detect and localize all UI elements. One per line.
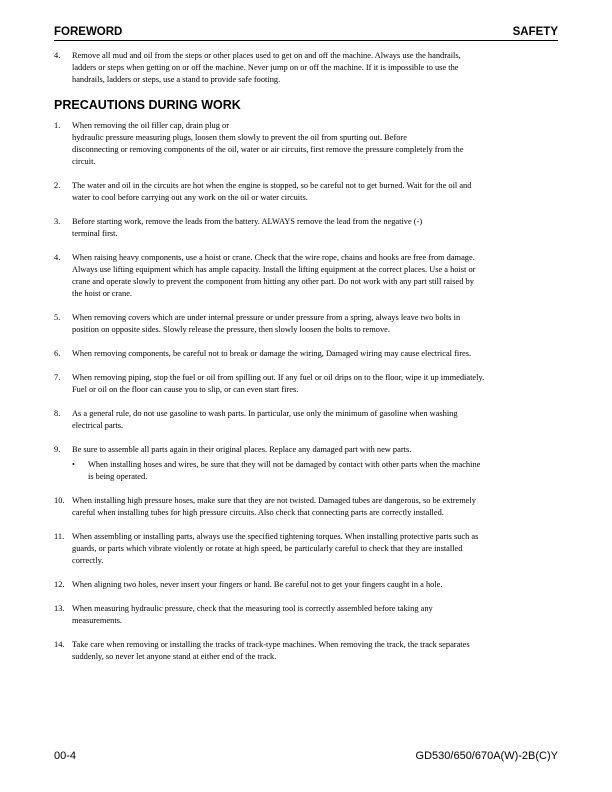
item-number: 11. xyxy=(54,532,65,541)
header-chapter-label: SAFETY xyxy=(512,26,558,38)
item-number: 8. xyxy=(54,409,61,418)
list-item xyxy=(54,603,558,627)
list-item xyxy=(54,312,558,336)
page-content xyxy=(54,50,558,675)
bullet-item xyxy=(54,459,558,483)
item-number: 6. xyxy=(54,349,61,358)
item-number: 14. xyxy=(54,640,65,649)
page-header xyxy=(54,26,558,41)
list-item xyxy=(54,372,558,396)
item-text: As a general rule, do not use gasoline to wash parts. In particular, use only the minimum of gasoline when washing electrical parts. xyxy=(72,409,458,430)
list-item xyxy=(54,408,558,432)
list-item xyxy=(54,348,558,360)
item-text: When removing piping, stop the fuel or oil from spilling out. If any fuel or oil drips on to the floor, wipe it up immediately. Fuel or oil on the floor can cause you to slip, or can even start fires. xyxy=(72,373,485,394)
item-text: When removing components, be careful not to break or damage the wiring, Damaged wiring may cause electrical fires. xyxy=(72,349,472,358)
item-number: 9. xyxy=(54,445,61,454)
list-item xyxy=(54,252,558,300)
item-number: 13. xyxy=(54,604,65,613)
page-number: 00-4 xyxy=(54,750,77,762)
section-title: PRECAUTIONS DURING WORK xyxy=(54,98,241,112)
item-text: When raising heavy components, use a hoist or crane. Check that the wire rope, chains and hooks are free from damage. Always use lifting equipment which has ample capacity. Install the lifting equipment at the correct places. Use a hoist or crane and operate slowly to prevent the component from hitting any other part. Do not work with any part still raised by the hoist or crane. xyxy=(72,253,476,298)
list-item xyxy=(54,216,558,240)
item-number: 7. xyxy=(54,373,61,382)
list-item xyxy=(54,579,558,591)
item-number: 12. xyxy=(54,580,65,589)
item-number: 5. xyxy=(54,313,61,322)
item-number: 4. xyxy=(54,253,61,262)
list-item xyxy=(54,531,558,567)
item-text: Be sure to assemble all parts again in their original places. Replace any damaged part with new parts. xyxy=(72,445,412,454)
item-text: The water and oil in the circuits are hot when the engine is stopped, so be careful not to get burned. Wait for the oil and water to cool before carrying out any work on the oil or water circuits. xyxy=(72,181,472,202)
item-text: Before starting work, remove the leads from the battery. ALWAYS remove the lead from the negative (-) terminal first. xyxy=(72,217,423,238)
list-item xyxy=(54,639,558,663)
bullet-text: When installing hoses and wires, be sure that they will not be damaged by contact with other parts when the machine is being operated. xyxy=(88,460,481,481)
header-section-label: FOREWORD xyxy=(54,26,123,38)
item-text: When removing covers which are under internal pressure or under pressure from a spring, always leave two bolts in position on opposite sides. Slowly release the pressure, then slowly loosen the bolts to remove. xyxy=(72,313,461,334)
list-item xyxy=(54,495,558,519)
list-item xyxy=(54,120,558,168)
item-text: When installing high pressure hoses, make sure that they are not twisted. Damaged tubes are dangerous, so be extremely careful when installing tubes for high pressure circuits. Also check that connecting parts are correctly installed. xyxy=(72,496,476,517)
item-text: When assembling or installing parts, always use the specified tightening torques. When installing protective parts such as guards, or parts which vibrate violently or rotate at high speed, be particularly careful to check that they are installed correctly. xyxy=(72,532,479,565)
item-number: 4. xyxy=(54,51,61,60)
bullet-mark: • xyxy=(72,460,75,469)
model-number: GD530/650/670A(W)-2B(C)Y xyxy=(415,750,558,762)
list-item xyxy=(54,50,558,86)
item-text: When removing the oil filler cap, drain plug or hydraulic pressure measuring plugs, loosen them slowly to prevent the oil from spurting out. Before disconnecting or removing components of the oil, water or air circuits, first remove the pressure completely from the circuit. xyxy=(72,121,464,166)
item-number: 3. xyxy=(54,217,61,226)
item-text: Remove all mud and oil from the steps or other places used to get on and off the machine. Always use the handrails, ladders or steps when getting on or off the machine. Never jump on or off the machine. If it is impossible to use the handrails, ladders or steps, use a stand to provide safe footing. xyxy=(72,51,461,84)
list-item xyxy=(54,180,558,204)
item-text: When aligning two holes, never insert your fingers or hand. Be careful not to get your fingers caught in a hole. xyxy=(72,580,443,589)
item-number: 2. xyxy=(54,181,61,190)
list-item xyxy=(54,444,558,456)
item-number: 1. xyxy=(54,121,61,130)
item-text: When measuring hydraulic pressure, check that the measuring tool is correctly assembled before taking any measurements. xyxy=(72,604,433,625)
item-number: 10. xyxy=(54,496,65,505)
item-text: Take care when removing or installing the tracks of track-type machines. When removing the track, the track separates suddenly, so never let anyone stand at either end of the track. xyxy=(72,640,470,661)
